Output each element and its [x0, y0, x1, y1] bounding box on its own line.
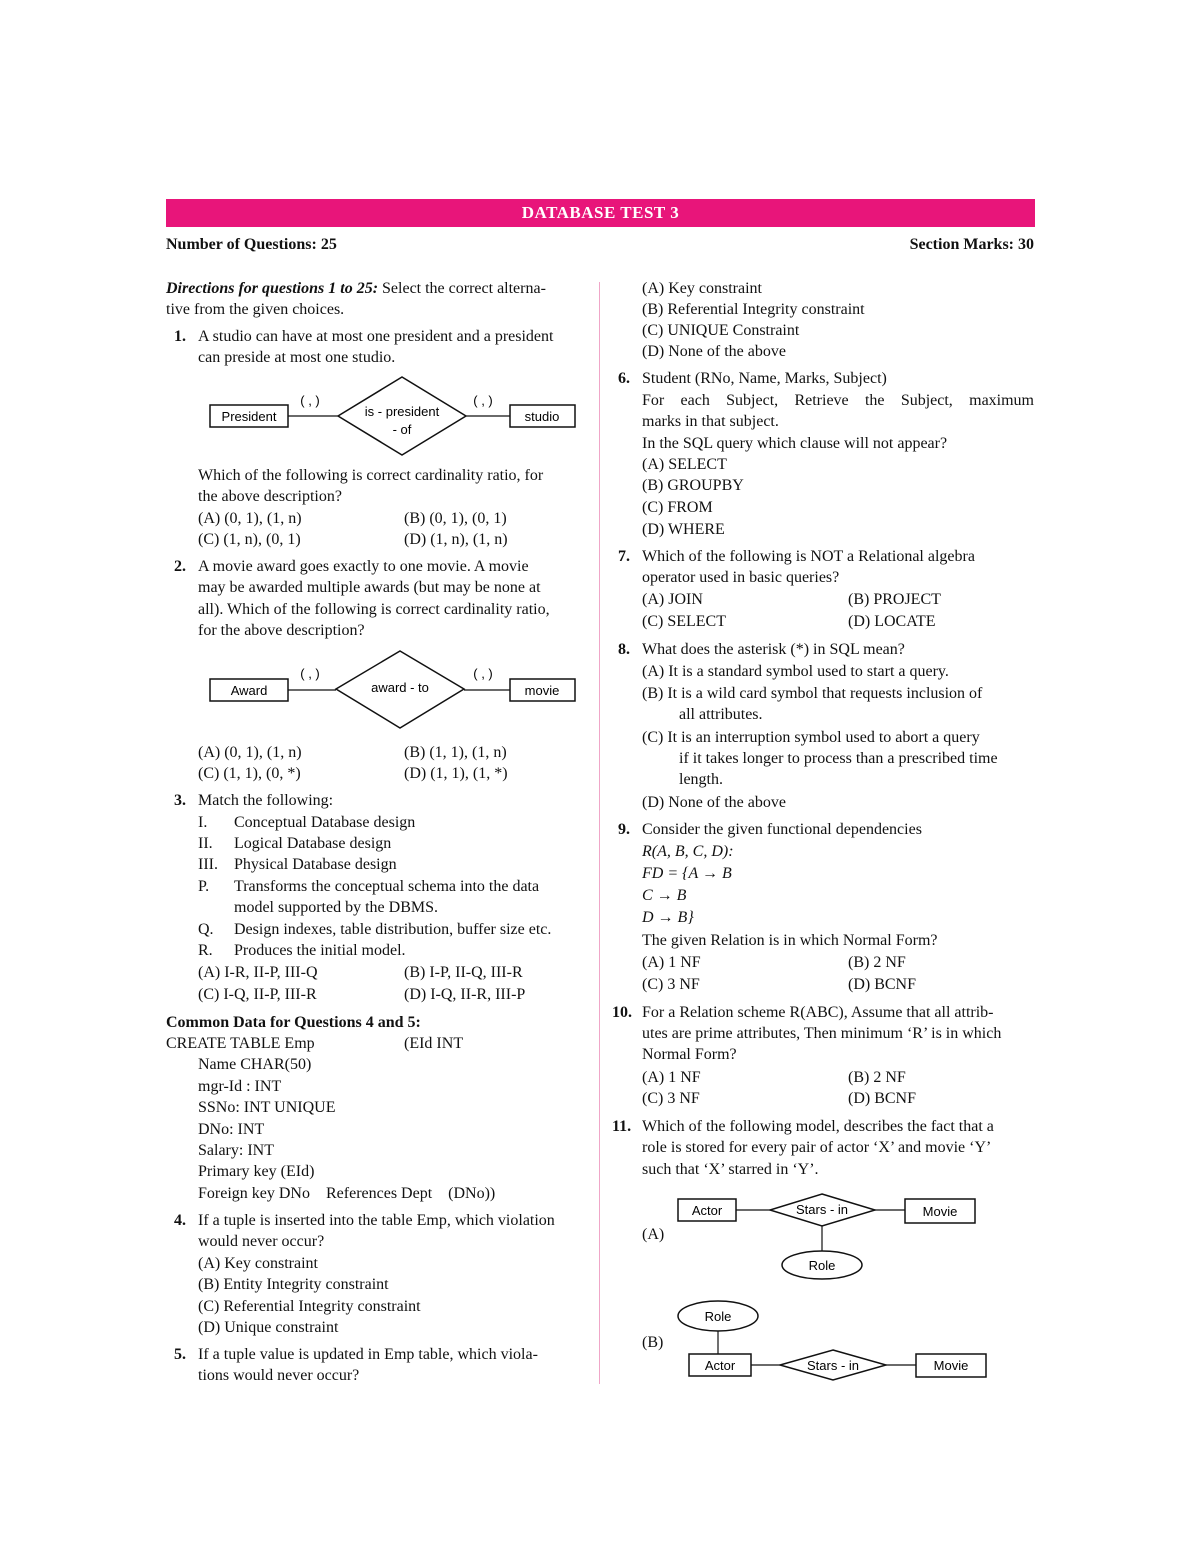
q9-option-d: (D) BCNF: [848, 976, 917, 993]
q5-text: tions would never occur?: [198, 1367, 360, 1384]
q5-option-d: (D) None of the above: [642, 343, 786, 360]
q3-intro: Match the following:: [198, 792, 334, 809]
q11-option-a-label: (A): [642, 1226, 665, 1243]
q10-option-d: (D) BCNF: [848, 1090, 917, 1107]
q8-option-a: (A) It is a standard symbol used to start a query.: [642, 663, 949, 680]
q5-option-b: (B) Referential Integrity constraint: [642, 301, 865, 318]
column-divider: [599, 282, 600, 1384]
q11-option-a-diagram: [670, 1188, 990, 1283]
q9-fd: FD = {A → B: [642, 865, 732, 882]
movie-label: Movie: [933, 1358, 969, 1373]
directions: Directions for questions 1 to 25: Select the correct alterna-: [166, 280, 546, 297]
q1-number: 1.: [174, 328, 186, 345]
q1-text: A studio can have at most one president and a president: [198, 328, 554, 345]
q7-option-b: (B) PROJECT: [848, 591, 941, 608]
schema-line: Salary: INT: [198, 1142, 274, 1159]
q5-number: 5.: [174, 1346, 186, 1363]
q7-option-c: (C) SELECT: [642, 613, 726, 630]
q1-option-c: (C) (1, n), (0, 1): [198, 531, 301, 548]
q11-text: such that ‘X’ starred in ‘Y’.: [642, 1161, 819, 1178]
q7-text: Which of the following is NOT a Relational algebra: [642, 548, 975, 565]
q11-option-b-diagram: [670, 1296, 1000, 1384]
q6-option-d: (D) WHERE: [642, 521, 725, 538]
relationship-label-2: - of: [392, 422, 412, 437]
q4-option-c: (C) Referential Integrity constraint: [198, 1298, 421, 1315]
section-marks: Section Marks: 30: [909, 236, 1034, 253]
q2-option-a: (A) (0, 1), (1, n): [198, 744, 302, 761]
q3-key: R.: [198, 942, 213, 959]
relationship-label: award - to: [371, 680, 429, 695]
q5-option-a: (A) Key constraint: [642, 280, 762, 297]
common-data-title: Common Data for Questions 4 and 5:: [166, 1014, 421, 1031]
stars-in-label: Stars - in: [806, 1358, 860, 1373]
q3-item: Conceptual Database design: [234, 814, 416, 831]
cardinality-right: ( , ): [473, 393, 493, 408]
q1-option-b: (B) (0, 1), (0, 1): [404, 510, 507, 527]
create-table-line-b: (EId INT: [404, 1035, 464, 1052]
q9-text: The given Relation is in which Normal Form?: [642, 932, 938, 949]
q2-er-diagram: [200, 646, 590, 734]
q6-option-b: (B) GROUPBY: [642, 477, 744, 494]
q5-text: If a tuple value is updated in Emp table, which viola-: [198, 1346, 538, 1363]
test-title-banner: DATABASE TEST 3: [166, 199, 1035, 227]
q3-key: P.: [198, 878, 210, 895]
q8-option-c-cont: length.: [679, 771, 723, 788]
q4-number: 4.: [174, 1212, 186, 1229]
q11-option-b-label: (B): [642, 1334, 664, 1351]
role-label: Role: [704, 1309, 732, 1324]
q10-option-b: (B) 2 NF: [848, 1069, 906, 1086]
q10-text: For a Relation scheme R(ABC), Assume that all attrib-: [642, 1004, 994, 1021]
q3-option-c: (C) I-Q, II-P, III-R: [198, 986, 317, 1003]
q5-option-c: (C) UNIQUE Constraint: [642, 322, 800, 339]
q10-text: utes are prime attributes, Then minimum ‘R’ is in which: [642, 1025, 1002, 1042]
movie-label: movie: [524, 683, 560, 698]
q10-option-a: (A) 1 NF: [642, 1069, 701, 1086]
q8-number: 8.: [618, 641, 630, 658]
stars-in-label: Stars - in: [795, 1202, 849, 1217]
schema-line: SSNo: INT UNIQUE: [198, 1099, 336, 1116]
movie-label: Movie: [922, 1204, 958, 1219]
q8-text: What does the asterisk (*) in SQL mean?: [642, 641, 905, 658]
q6-number: 6.: [618, 370, 630, 387]
cardinality-left: ( , ): [300, 666, 320, 681]
q6-text: In the SQL query which clause will not appear?: [642, 435, 948, 452]
q4-option-d: (D) Unique constraint: [198, 1319, 339, 1336]
q4-text: If a tuple is inserted into the table Emp, which violation: [198, 1212, 555, 1229]
studio-label: studio: [524, 409, 560, 424]
q10-text: Normal Form?: [642, 1046, 737, 1063]
q4-option-a: (A) Key constraint: [198, 1255, 318, 1272]
q8-option-c: (C) It is an interruption symbol used to abort a query: [642, 729, 980, 746]
role-label: Role: [808, 1258, 836, 1273]
q2-text: for the above description?: [198, 622, 365, 639]
q3-key: Q.: [198, 921, 214, 938]
q3-number: 3.: [174, 792, 186, 809]
schema-line: mgr-Id : INT: [198, 1078, 282, 1095]
q8-option-d: (D) None of the above: [642, 794, 786, 811]
q9-text: Consider the given functional dependencies: [642, 821, 922, 838]
q1-option-a: (A) (0, 1), (1, n): [198, 510, 302, 527]
q9-fd: C → B: [642, 887, 687, 904]
q2-option-d: (D) (1, 1), (1, *): [404, 765, 508, 782]
create-table-line: CREATE TABLE Emp: [166, 1035, 315, 1052]
schema-line: Primary key (EId): [198, 1163, 315, 1180]
q1-text: the above description?: [198, 488, 342, 505]
actor-label: Actor: [704, 1358, 736, 1373]
q3-item: Produces the initial model.: [234, 942, 406, 959]
q1-er-diagram: [200, 372, 590, 462]
q2-number: 2.: [174, 558, 186, 575]
q6-text: marks in that subject.: [642, 413, 779, 430]
q7-text: operator used in basic queries?: [642, 569, 840, 586]
q11-text: role is stored for every pair of actor ‘X’ and movie ‘Y’: [642, 1139, 992, 1156]
q1-text: can preside at most one studio.: [198, 349, 396, 366]
schema-line: DNo: INT: [198, 1121, 265, 1138]
award-label: Award: [230, 683, 268, 698]
q2-text: all). Which of the following is correct cardinality ratio,: [198, 601, 550, 618]
q3-option-d: (D) I-Q, II-R, III-P: [404, 986, 526, 1003]
relationship-label: is - president: [364, 404, 440, 419]
q9-number: 9.: [618, 821, 630, 838]
q3-item: model supported by the DBMS.: [234, 899, 438, 916]
q6-text: Student (RNo, Name, Marks, Subject): [642, 370, 887, 387]
q1-text: Which of the following is correct cardinality ratio, for: [198, 467, 544, 484]
q7-option-d: (D) LOCATE: [848, 613, 936, 630]
q3-key: III.: [198, 856, 218, 873]
q2-text: A movie award goes exactly to one movie. A movie: [198, 558, 529, 575]
q8-option-b: (B) It is a wild card symbol that requests inclusion of: [642, 685, 983, 702]
q4-option-b: (B) Entity Integrity constraint: [198, 1276, 389, 1293]
actor-label: Actor: [691, 1203, 723, 1218]
q1-option-d: (D) (1, n), (1, n): [404, 531, 508, 548]
q8-option-b-cont: all attributes.: [679, 706, 763, 723]
q3-item: Transforms the conceptual schema into the data: [234, 878, 540, 895]
q6-text: For each Subject, Retrieve the Subject, maximum: [642, 392, 1034, 409]
q6-option-a: (A) SELECT: [642, 456, 727, 473]
q2-text: may be awarded multiple awards (but may be none at: [198, 579, 541, 596]
q9-option-b: (B) 2 NF: [848, 954, 906, 971]
q9-option-a: (A) 1 NF: [642, 954, 701, 971]
number-of-questions: Number of Questions: 25: [166, 236, 337, 253]
q3-item: Logical Database design: [234, 835, 392, 852]
directions-line2: tive from the given choices.: [166, 301, 345, 318]
cardinality-left: ( , ): [300, 393, 320, 408]
schema-line: Foreign key DNo References Dept (DNo)): [198, 1185, 496, 1202]
q9-relation: R(A, B, C, D):: [642, 843, 734, 860]
q3-option-a: (A) I-R, II-P, III-Q: [198, 964, 318, 981]
cardinality-right: ( , ): [473, 666, 493, 681]
q7-number: 7.: [618, 548, 630, 565]
q3-item: Design indexes, table distribution, buffer size etc.: [234, 921, 552, 938]
q10-number: 10.: [612, 1004, 632, 1021]
q3-item: Physical Database design: [234, 856, 397, 873]
q11-text: Which of the following model, describes the fact that a: [642, 1118, 994, 1135]
q3-key: II.: [198, 835, 213, 852]
q2-option-c: (C) (1, 1), (0, *): [198, 765, 301, 782]
q9-fd: D → B}: [642, 909, 694, 926]
q8-option-c-cont: if it takes longer to process than a prescribed time: [679, 750, 998, 767]
president-label: President: [221, 409, 277, 424]
q9-option-c: (C) 3 NF: [642, 976, 700, 993]
q7-option-a: (A) JOIN: [642, 591, 703, 608]
q3-option-b: (B) I-P, II-Q, III-R: [404, 964, 523, 981]
q4-text: would never occur?: [198, 1233, 325, 1250]
q6-option-c: (C) FROM: [642, 499, 713, 516]
q3-key: I.: [198, 814, 208, 831]
q2-option-b: (B) (1, 1), (1, n): [404, 744, 507, 761]
schema-line: Name CHAR(50): [198, 1056, 312, 1073]
q11-number: 11.: [612, 1118, 632, 1135]
q10-option-c: (C) 3 NF: [642, 1090, 700, 1107]
